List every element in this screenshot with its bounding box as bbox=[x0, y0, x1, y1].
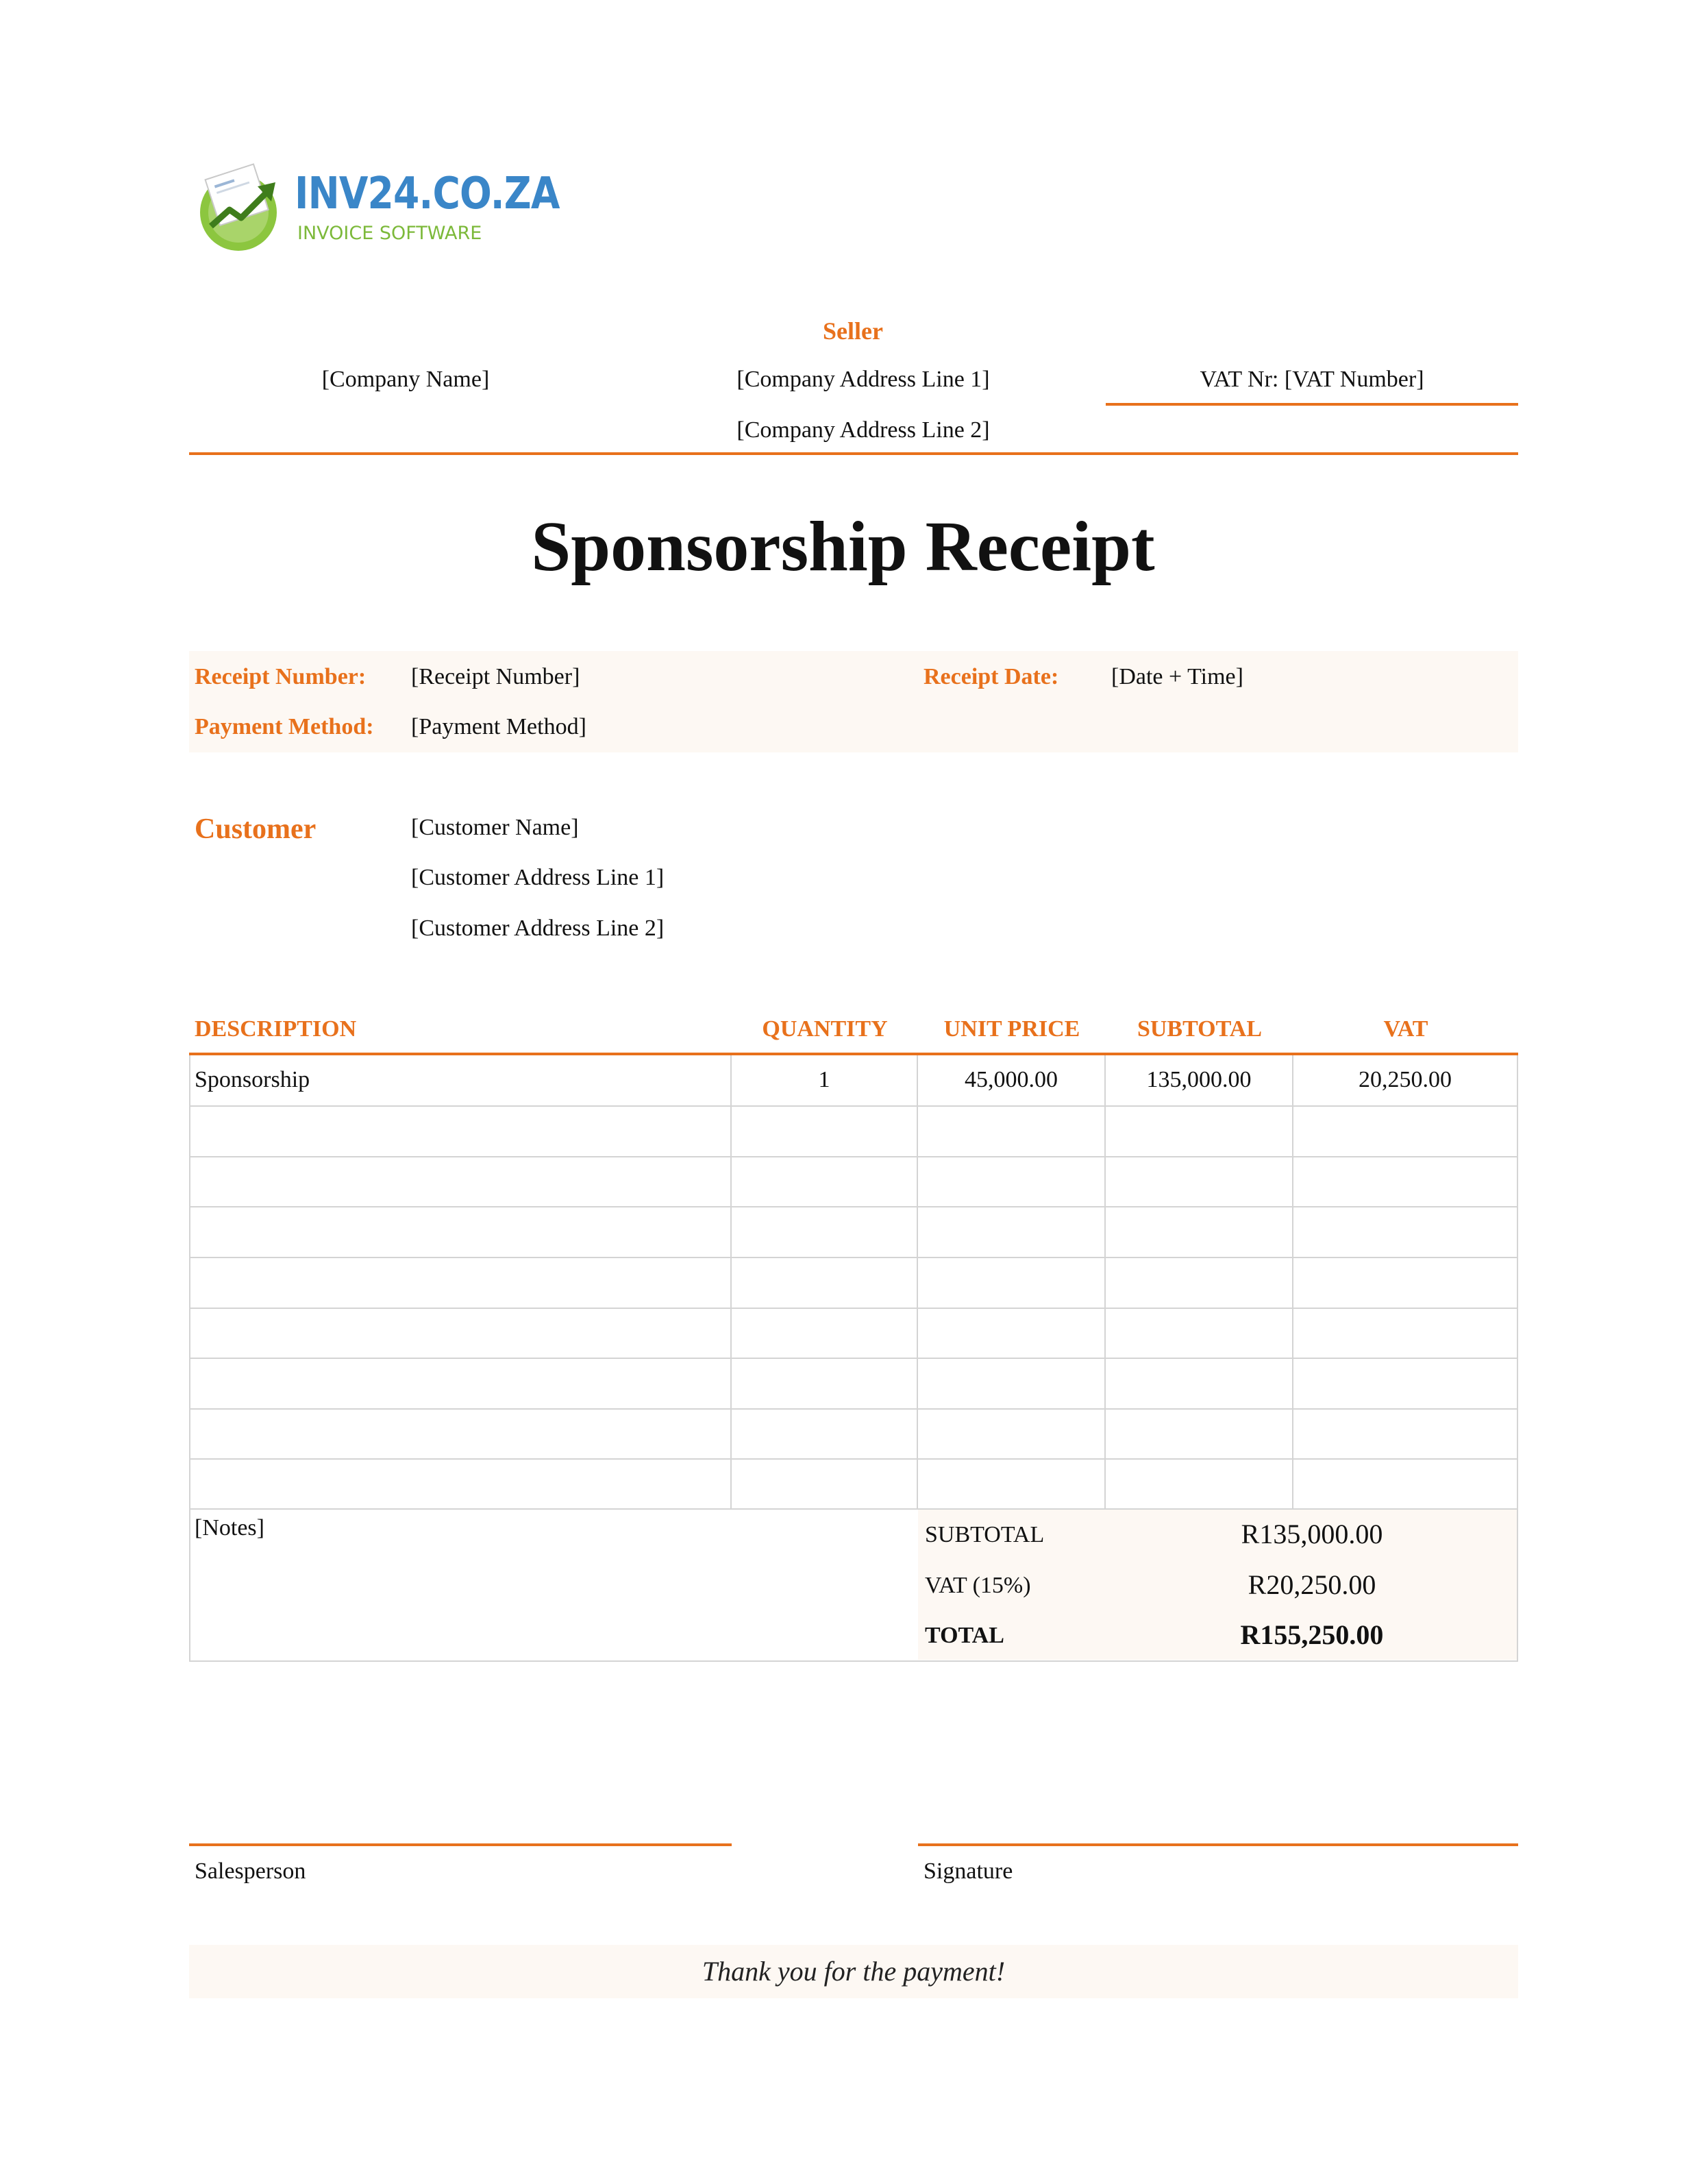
payment-method-value: [Payment Method] bbox=[411, 714, 586, 739]
totals-total-label: TOTAL bbox=[925, 1623, 1004, 1648]
totals-vat-value: R20,250.00 bbox=[1248, 1569, 1376, 1600]
customer-heading: Customer bbox=[195, 813, 317, 845]
totals-subtotal-label: SUBTOTAL bbox=[925, 1522, 1045, 1547]
totals-total-value: R155,250.00 bbox=[1240, 1619, 1384, 1650]
seller-company-name: [Company Name] bbox=[321, 367, 490, 392]
seller-divider bbox=[189, 452, 1518, 455]
row-divider bbox=[189, 1408, 1518, 1410]
items-table bbox=[189, 1055, 1518, 1510]
row-divider bbox=[189, 1458, 1518, 1460]
payment-method-label: Payment Method: bbox=[195, 714, 374, 739]
column-header-subtotal: SUBTOTAL bbox=[1137, 1016, 1263, 1042]
signature-label: Signature bbox=[923, 1858, 1013, 1884]
document-title: Sponsorship Receipt bbox=[531, 507, 1155, 586]
row-divider bbox=[189, 1257, 1518, 1258]
row-divider bbox=[189, 1156, 1518, 1157]
logo-title: INV24.CO.ZA bbox=[295, 169, 560, 219]
column-header-unit-price: UNIT PRICE bbox=[943, 1016, 1080, 1042]
seller-address-line-2: [Company Address Line 2] bbox=[736, 417, 990, 443]
column-divider bbox=[1104, 1055, 1106, 1510]
item-vat: 20,250.00 bbox=[1359, 1067, 1452, 1092]
customer-address-line-2: [Customer Address Line 2] bbox=[411, 916, 665, 941]
signature-line bbox=[918, 1843, 1518, 1846]
company-logo bbox=[192, 158, 560, 254]
receipt-info-panel bbox=[189, 651, 1518, 752]
totals-vat-label: VAT (15%) bbox=[925, 1573, 1031, 1598]
logo-subtitle: INVOICE SOFTWARE bbox=[297, 223, 482, 244]
receipt-number-label: Receipt Number: bbox=[195, 664, 367, 689]
column-header-quantity: QUANTITY bbox=[762, 1016, 888, 1042]
item-quantity: 1 bbox=[818, 1067, 830, 1092]
item-description: Sponsorship bbox=[195, 1067, 310, 1092]
seller-vat-number: VAT Nr: [VAT Number] bbox=[1200, 367, 1424, 392]
item-subtotal: 135,000.00 bbox=[1146, 1067, 1252, 1092]
row-divider bbox=[189, 1308, 1518, 1309]
column-header-vat: VAT bbox=[1383, 1016, 1428, 1042]
receipt-date-label: Receipt Date: bbox=[923, 664, 1059, 689]
notes-field: [Notes] bbox=[195, 1515, 264, 1541]
column-divider bbox=[917, 1055, 918, 1510]
totals-subtotal-value: R135,000.00 bbox=[1241, 1519, 1383, 1549]
receipt-date-value: [Date + Time] bbox=[1111, 664, 1243, 689]
table-border-bottom bbox=[189, 1660, 1518, 1662]
column-header-description: DESCRIPTION bbox=[195, 1016, 357, 1042]
salesperson-line bbox=[189, 1843, 732, 1846]
vat-underline bbox=[1106, 403, 1518, 406]
item-unit-price: 45,000.00 bbox=[965, 1067, 1058, 1092]
thank-you-message: Thank you for the payment! bbox=[702, 1956, 1006, 1987]
customer-address-line-1: [Customer Address Line 1] bbox=[411, 865, 665, 890]
salesperson-label: Salesperson bbox=[195, 1858, 306, 1884]
receipt-number-value: [Receipt Number] bbox=[411, 664, 580, 689]
row-divider bbox=[189, 1105, 1518, 1107]
row-divider bbox=[189, 1358, 1518, 1359]
row-divider bbox=[189, 1206, 1518, 1207]
column-divider bbox=[730, 1055, 732, 1510]
invoice-chart-arrow-icon bbox=[192, 163, 288, 252]
seller-heading: Seller bbox=[823, 317, 883, 345]
seller-address-line-1: [Company Address Line 1] bbox=[736, 367, 990, 392]
customer-name: [Customer Name] bbox=[411, 815, 579, 840]
column-divider bbox=[1292, 1055, 1293, 1510]
